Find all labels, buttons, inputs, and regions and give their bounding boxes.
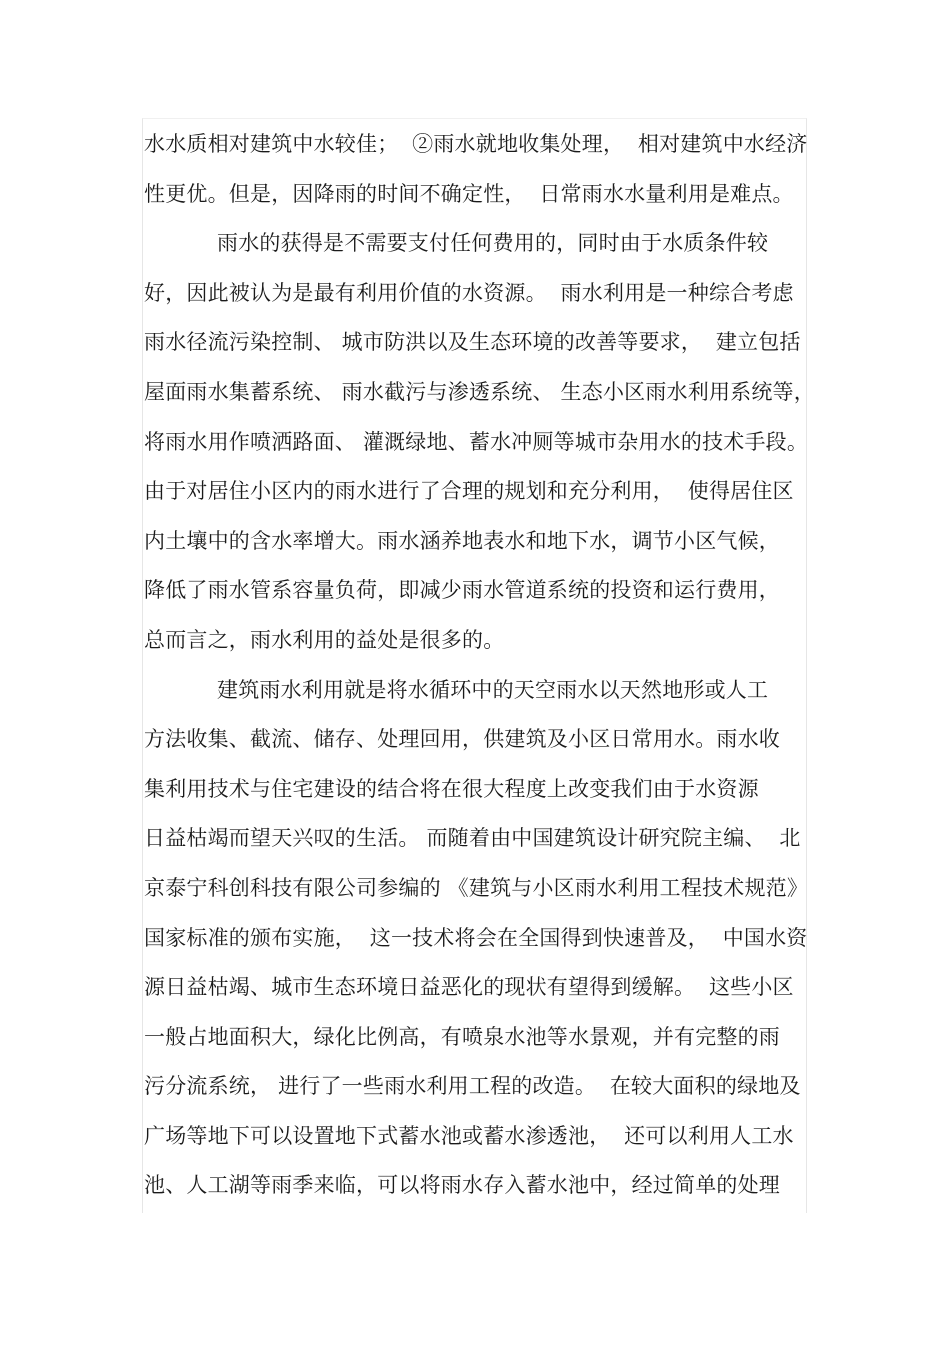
text-line: 广场等地下可以设置地下式蓄水池或蓄水渗透池， 还可以利用人工水 — [144, 1123, 794, 1148]
text-line: 建筑雨水利用就是将水循环中的天空雨水以天然地形或人工 — [217, 677, 769, 702]
text-line: 污分流系统， 进行了一些雨水利用工程的改造。 在较大面积的绿地及 — [144, 1074, 801, 1099]
text-line: 日益枯竭而望天兴叹的生活。 而随着由中国建筑设计研究院主编、 北 — [144, 826, 801, 851]
text-line: 雨水的获得是不需要支付任何费用的，同时由于水质条件较 — [217, 231, 769, 256]
text-line: 总而言之，雨水利用的益处是很多的。 — [144, 627, 505, 652]
text-line: 将雨水用作喷洒路面、 灌溉绿地、蓄水冲厕等城市杂用水的技术手段。 — [144, 429, 809, 454]
text-line: 京泰宁科创科技有限公司参编的 《建筑与小区雨水利用工程技术规范》 — [144, 875, 809, 900]
text-line: 水水质相对建筑中水较佳； ②雨水就地收集处理， 相对建筑中水经济 — [144, 132, 808, 156]
text-line: 方法收集、截流、储存、处理回用，供建筑及小区日常用水。雨水收 — [144, 727, 780, 752]
text-line: 一般占地面积大，绿化比例高，有喷泉水池等水景观，并有完整的雨 — [144, 1024, 780, 1049]
text-line: 雨水径流污染控制、 城市防洪以及生态环境的改善等要求， 建立包括 — [144, 330, 801, 355]
document-body — [144, 120, 814, 1211]
text-line: 屋面雨水集蓄系统、 雨水截污与渗透系统、 生态小区雨水利用系统等， — [144, 379, 815, 404]
text-line: 性更优。但是，因降雨的时间不确定性， 日常雨水水量利用是难点。 — [144, 181, 794, 206]
text-line: 降低了雨水管系容量负荷，即减少雨水管道系统的投资和运行费用， — [144, 578, 780, 603]
text-line: 池、人工湖等雨季来临，可以将雨水存入蓄水池中，经过简单的处理 — [144, 1173, 780, 1198]
text-line: 好，因此被认为是最有利用价值的水资源。 雨水利用是一种综合考虑 — [144, 280, 794, 305]
text-line: 由于对居住小区内的雨水进行了合理的规划和充分利用， 使得居住区 — [144, 479, 794, 504]
text-line: 集利用技术与住宅建设的结合将在很大程度上改变我们由于水资源 — [144, 776, 759, 801]
text-line: 国家标准的颁布实施， 这一技术将会在全国得到快速普及， 中国水资 — [144, 925, 808, 950]
text-line: 内土壤中的含水率增大。雨水涵养地表水和地下水，调节小区气候， — [144, 528, 780, 553]
text-line: 源日益枯竭、城市生态环境日益恶化的现状有望得到缓解。 这些小区 — [144, 975, 794, 1000]
